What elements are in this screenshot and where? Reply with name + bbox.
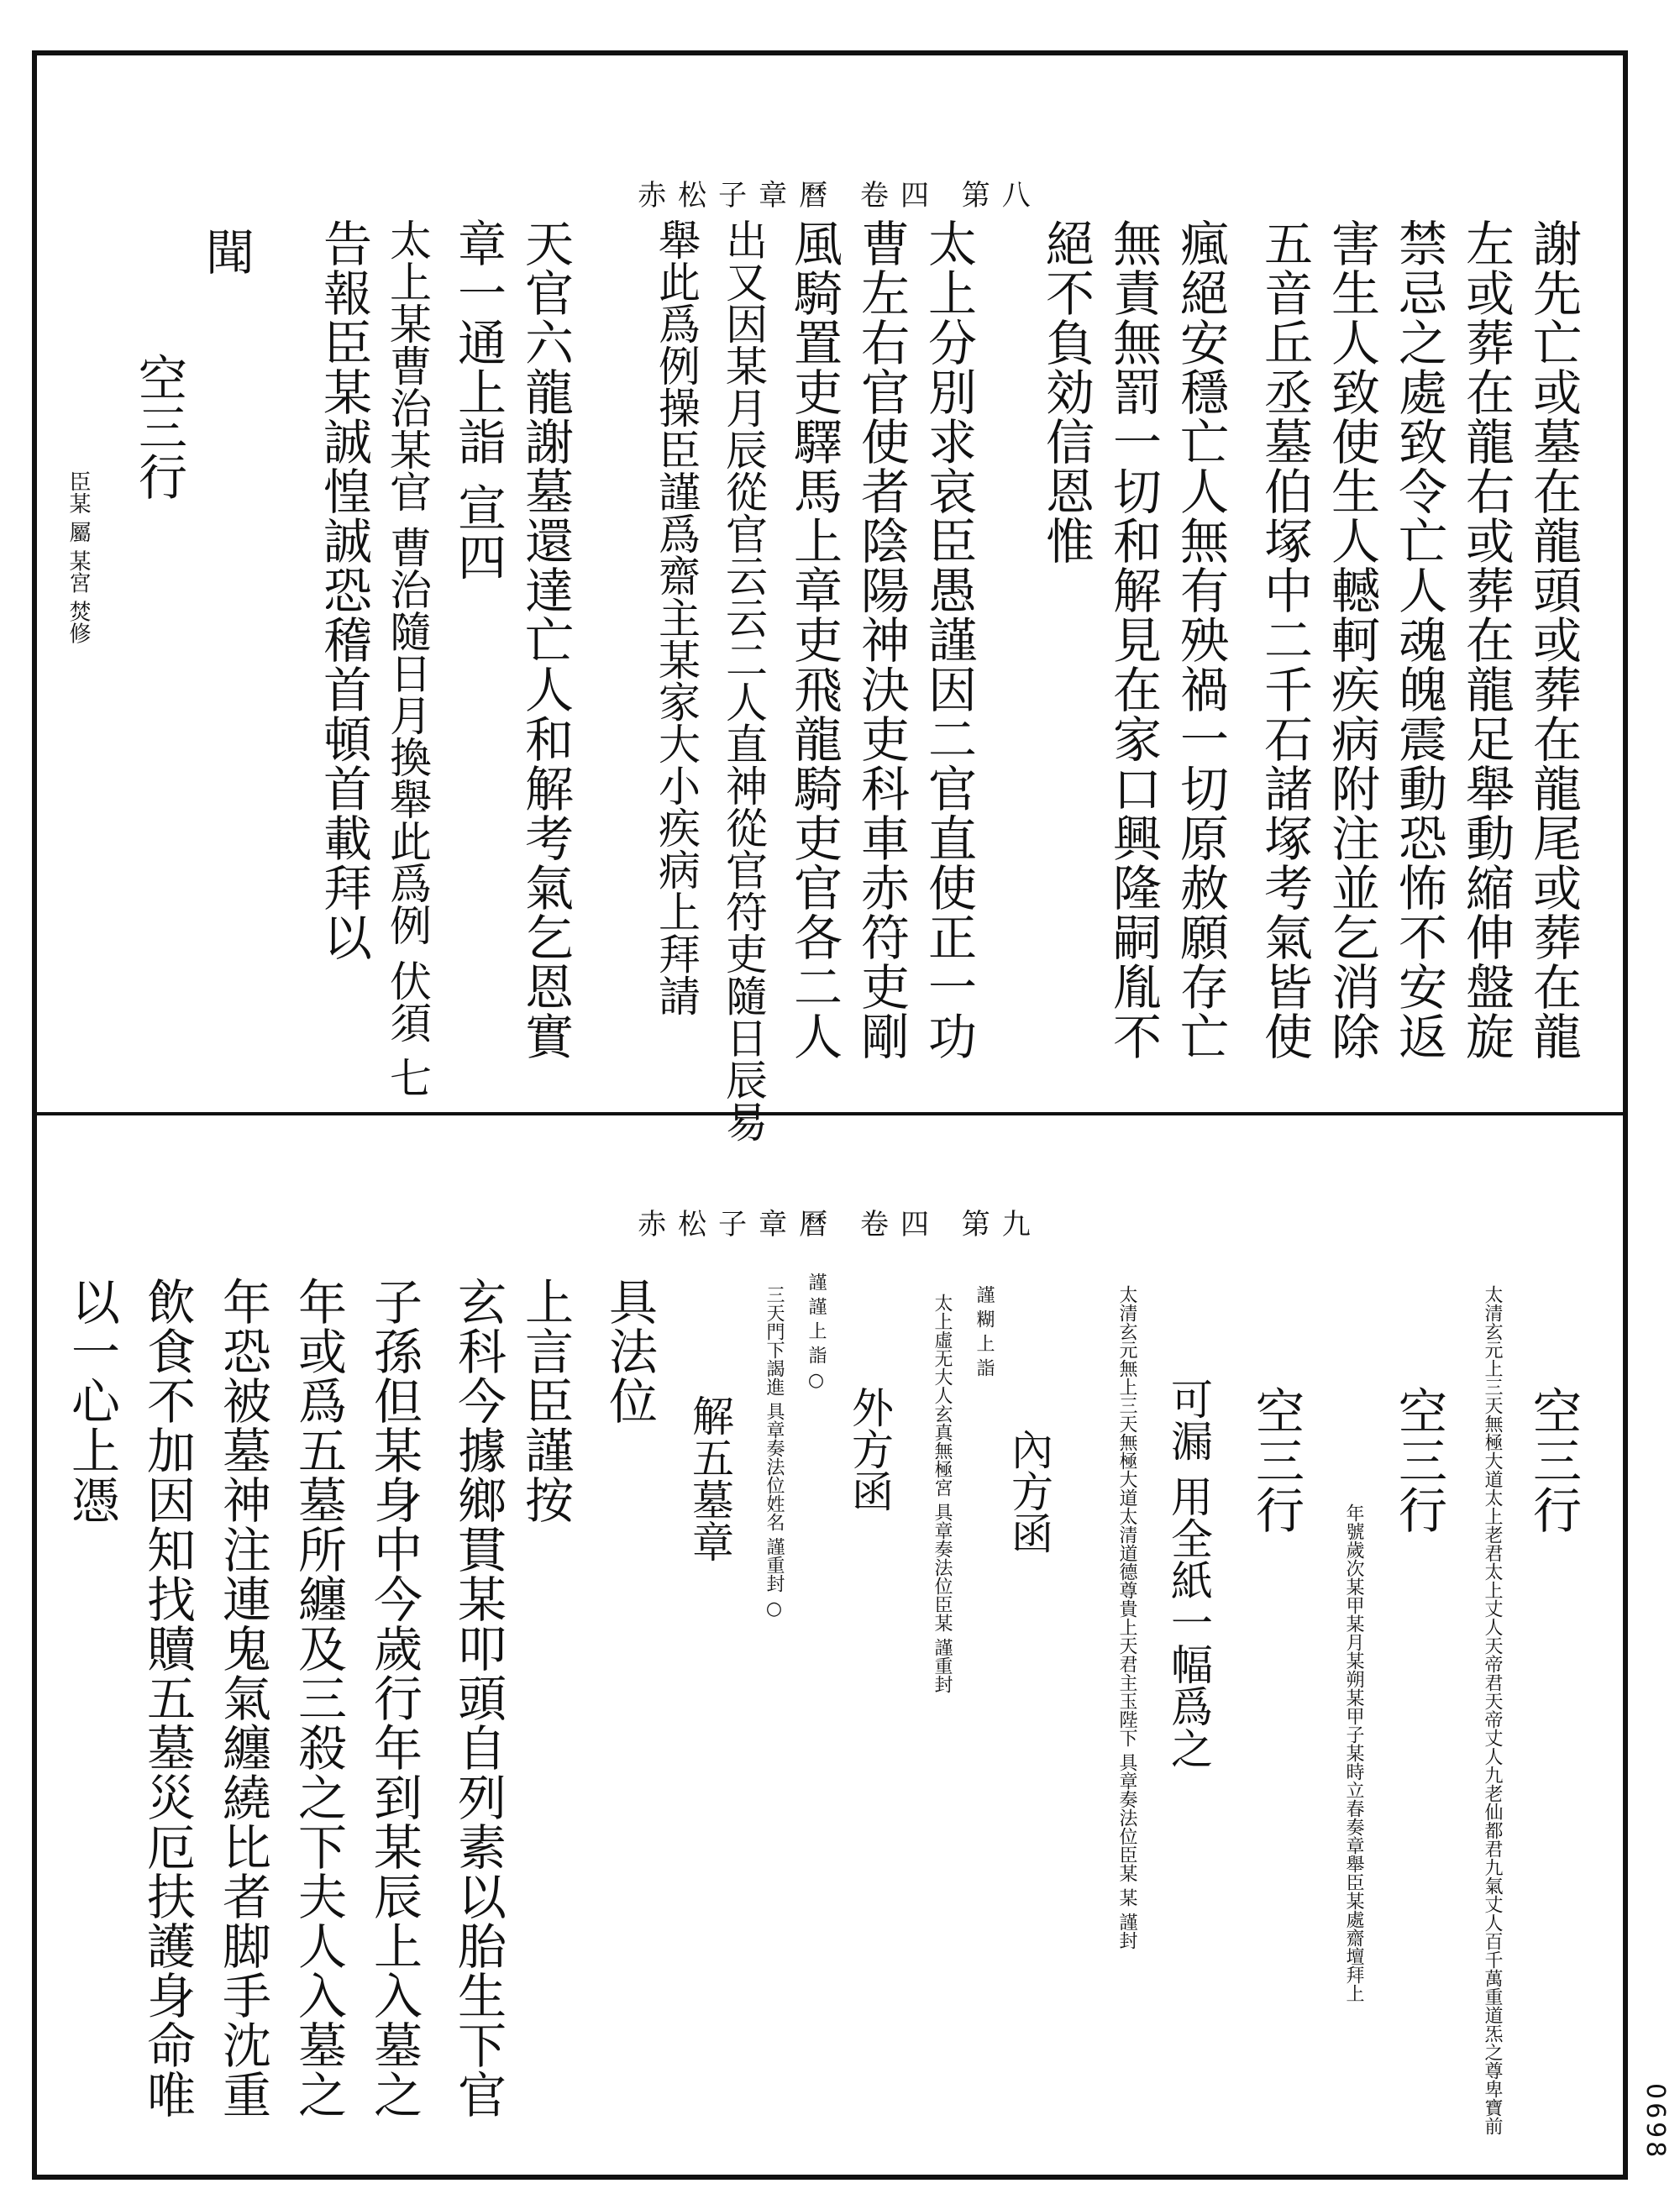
top-column: 絕不負効信恩惟 bbox=[1037, 218, 1095, 565]
top-column: 出又因某月辰從官云云二人直神從官符吏隨日辰易 bbox=[719, 218, 768, 1142]
top-column: 臣某 屬 某宮 焚修 bbox=[66, 470, 91, 644]
bottom-column: 上言臣謹按 bbox=[517, 1277, 574, 1525]
bottom-column: 玄科今據鄉貫某叩頭自列素以胎生下官 bbox=[449, 1277, 507, 2119]
bottom-column: 空三行 bbox=[1390, 1386, 1447, 1535]
page-number: 0698 bbox=[1641, 2083, 1670, 2161]
top-column: 章一通上詣 宣四 bbox=[449, 218, 507, 582]
bottom-column: 年或爲五墓所纏及三殺之下夫人入墓之 bbox=[290, 1277, 347, 2119]
top-column: 無責無罰一切和解見在家口興隆嗣胤不 bbox=[1105, 218, 1162, 1061]
bottom-column: 年恐被墓神注連鬼氣纏繞比者脚手沈重 bbox=[214, 1277, 271, 2119]
bottom-column: 可漏 用全紙一幅爲之 bbox=[1164, 1378, 1213, 1769]
top-column: 告報臣某誠惶誠恐稽首頓首載拜以 bbox=[315, 218, 372, 962]
top-column: 瘋絕安穩亡人無有殃禍一切原赦願存亡 bbox=[1172, 218, 1229, 1061]
top-column: 害生人致使生人轗軻疾病附注並乞消除 bbox=[1323, 218, 1380, 1061]
bottom-column: 解五墓章 bbox=[685, 1394, 734, 1562]
top-running-head: 赤松子章曆 卷四 第八 bbox=[638, 179, 1042, 213]
top-column: 空三行 bbox=[130, 353, 187, 501]
bottom-column: 空三行 bbox=[1247, 1386, 1305, 1535]
bottom-column: 飲食不加因知找贖五墓災厄扶護身命唯 bbox=[139, 1277, 196, 2119]
bottom-page bbox=[37, 1115, 1623, 2175]
bottom-column: 外方函 bbox=[845, 1386, 894, 1512]
top-column: 太上某曹治某官 曹治隨日月換舉此爲例 伏須 七 bbox=[383, 218, 432, 1099]
bottom-column: 內方函 bbox=[1005, 1428, 1053, 1554]
top-column: 風騎置吏驛馬上章吏飛龍騎吏官各二人 bbox=[785, 218, 843, 1061]
top-column: 左或葬在龍右或葬在龍足舉動縮伸盤旋 bbox=[1457, 218, 1515, 1061]
bottom-running-head: 赤松子章曆 卷四 第九 bbox=[638, 1208, 1042, 1241]
bottom-column: 太清玄元無上三天無極大道太清道德尊貴上天君主玉陛下 具章奏法位臣某 某 謹封 bbox=[1116, 1285, 1137, 1950]
bottom-column: 子孫但某身中今歲行年到某辰上入墓之 bbox=[365, 1277, 423, 2119]
top-column: 聞 bbox=[197, 227, 255, 276]
top-column: 太上分別求哀臣愚謹因二官直使正一功 bbox=[920, 218, 977, 1061]
bottom-column: 太清玄元上三天無極大道太上老君太上丈人天帝君天帝丈人九老仙都君九氣丈人百千萬重道炁之尊卑寶前 bbox=[1482, 1285, 1503, 2135]
top-column: 曹左右官使者陰陽神決吏科車赤符吏剛 bbox=[853, 218, 910, 1061]
bottom-column: 空三行 bbox=[1525, 1386, 1582, 1535]
bottom-column: 謹 謹 上 詣 ○ bbox=[806, 1273, 827, 1391]
bottom-column: 具法位 bbox=[601, 1277, 658, 1425]
top-column: 天官六龍謝墓還達亡人和解考氣乞恩實 bbox=[517, 218, 574, 1061]
top-column: 舉此爲例操臣謹爲齋主某家大小疾病上拜請 bbox=[652, 218, 701, 1016]
top-column: 五音丘丞墓伯塚中二千石諸塚考氣皆使 bbox=[1256, 218, 1313, 1061]
top-column: 謝先亡或墓在龍頭或葬在龍尾或葬在龍 bbox=[1525, 218, 1582, 1061]
bottom-column: 三天門下謁進 具章奏法位姓名 謹重封 ○ bbox=[764, 1285, 785, 1619]
bottom-column: 謹 糊 上 詣 bbox=[974, 1285, 995, 1377]
bottom-column: 年號歲次某甲某月某朔某甲子某時立春奏章舉臣某處齋壇拜上 bbox=[1343, 1504, 1364, 2002]
bottom-column: 以一心上憑 bbox=[63, 1277, 120, 1525]
top-column: 禁忌之處致令亡人魂魄震動恐怖不安返 bbox=[1390, 218, 1447, 1061]
bottom-column: 太上虛无大人玄真無極宮 具章奏法位臣某 謹重封 bbox=[932, 1294, 953, 1693]
